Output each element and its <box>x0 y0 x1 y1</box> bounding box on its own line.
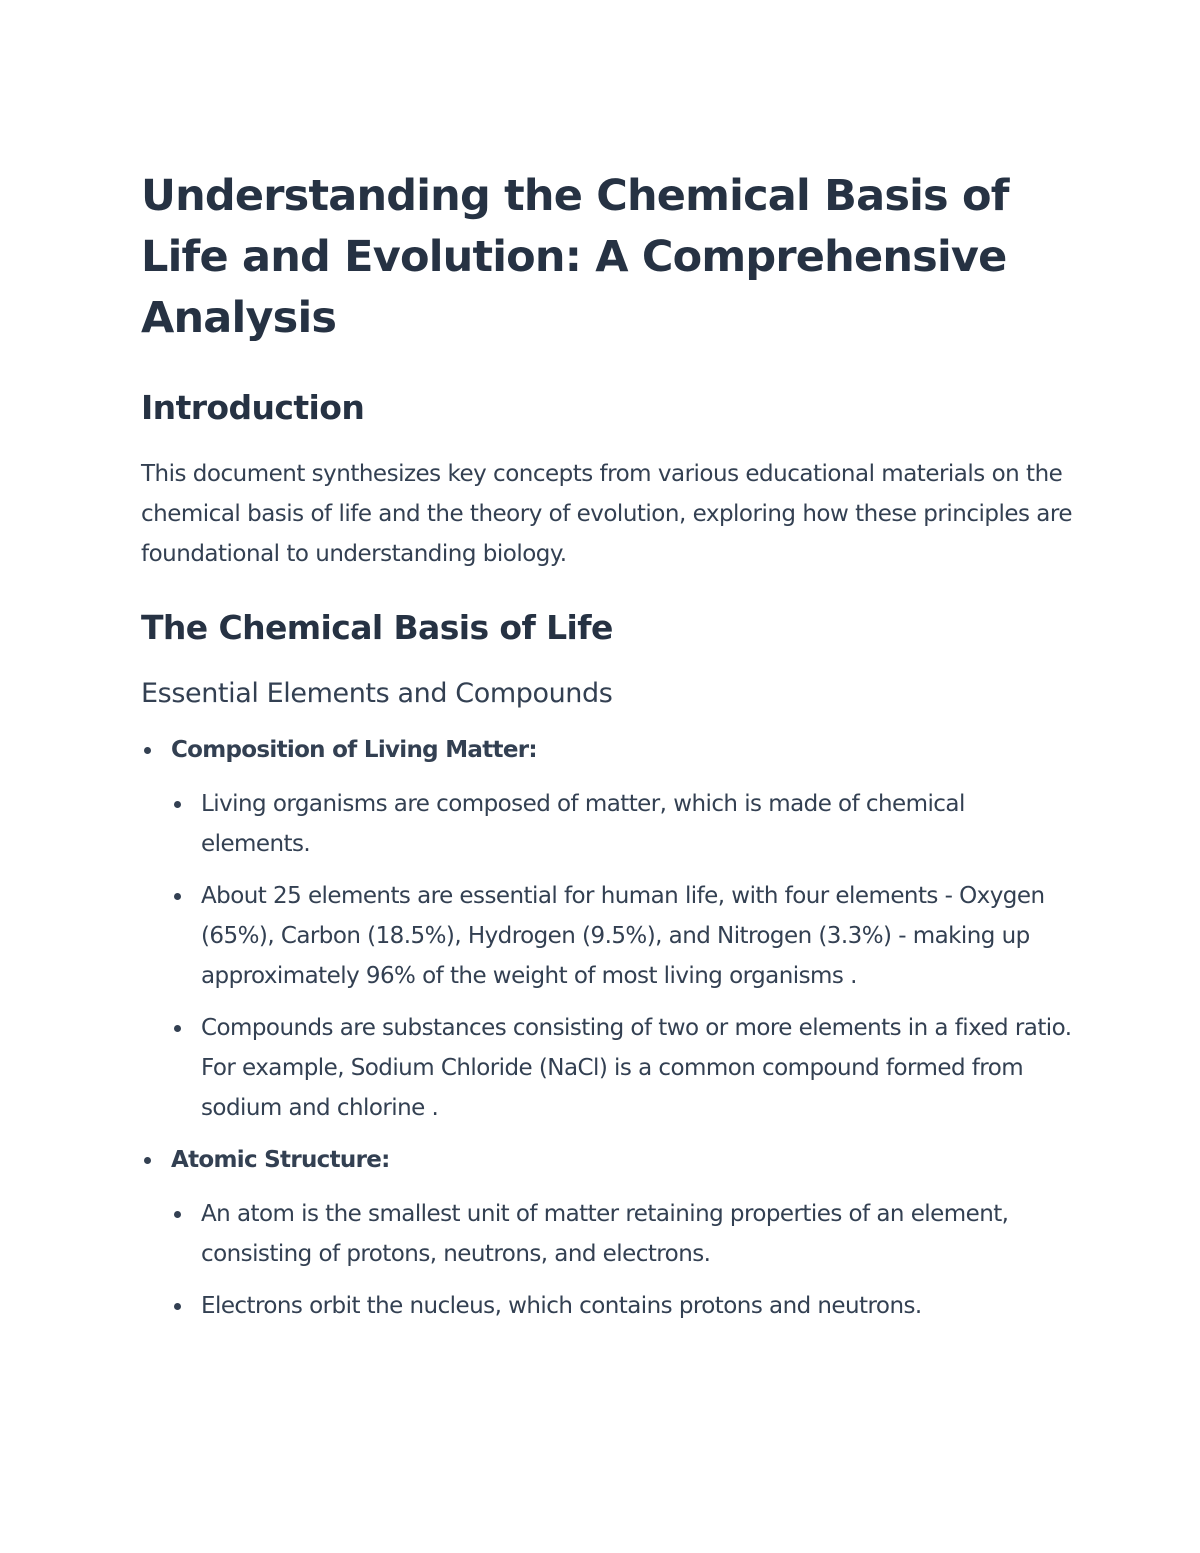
introduction-paragraph: This document synthesizes key concepts from various educational materials on the chemical basis of life and the theory of evolution, exploring how these principles are foundational to understanding biology. <box>141 461 1072 567</box>
sub-list-item <box>171 1008 1076 1128</box>
sub-list-item <box>171 1286 1076 1326</box>
bullet-icon <box>144 747 151 754</box>
list-item-composition <box>141 730 1076 1128</box>
sub-list-item-text: Electrons orbit the nucleus, which contains protons and neutrons. <box>201 1293 922 1319</box>
bullet-icon <box>174 1303 181 1310</box>
topic-list <box>141 730 1076 1326</box>
list-item-label: Composition of Living Matter: <box>171 737 537 763</box>
list-item-label: Atomic Structure: <box>171 1147 390 1173</box>
document-page <box>141 166 1076 1326</box>
sub-list-item-text: Living organisms are composed of matter, which is made of chemical elements. <box>201 791 965 857</box>
sub-list-item <box>171 876 1076 996</box>
bullet-icon <box>174 1211 181 1218</box>
document-title: Understanding the Chemical Basis of Life and Evolution: A Comprehensive Analysis <box>141 171 1009 343</box>
sub-list <box>171 1194 1076 1326</box>
sub-list-item-text: Compounds are substances consisting of two or more elements in a fixed ratio. For example, Sodium Chloride (NaCl) is a common compound formed from sodium and chlorine . <box>201 1015 1072 1121</box>
bullet-icon <box>174 801 181 808</box>
sub-list-item <box>171 784 1076 864</box>
bullet-icon <box>144 1157 151 1164</box>
introduction-heading: Introduction <box>141 388 365 427</box>
sub-list-item-text: An atom is the smallest unit of matter retaining properties of an element, consisting of protons, neutrons, and electrons. <box>201 1201 1009 1267</box>
bullet-icon <box>174 1025 181 1032</box>
sub-list <box>171 784 1076 1128</box>
sub-list-item-text: About 25 elements are essential for human life, with four elements - Oxygen (65%), Carbon (18.5%), Hydrogen (9.5%), and Nitrogen (3.3%) - making up approximately 96% of the weight of most living organisms . <box>201 883 1045 989</box>
list-item-atomic-structure <box>141 1140 1076 1326</box>
bullet-icon <box>174 893 181 900</box>
chemical-basis-heading: The Chemical Basis of Life <box>141 608 613 647</box>
sub-list-item <box>171 1194 1076 1274</box>
essential-elements-subheading: Essential Elements and Compounds <box>141 678 613 709</box>
